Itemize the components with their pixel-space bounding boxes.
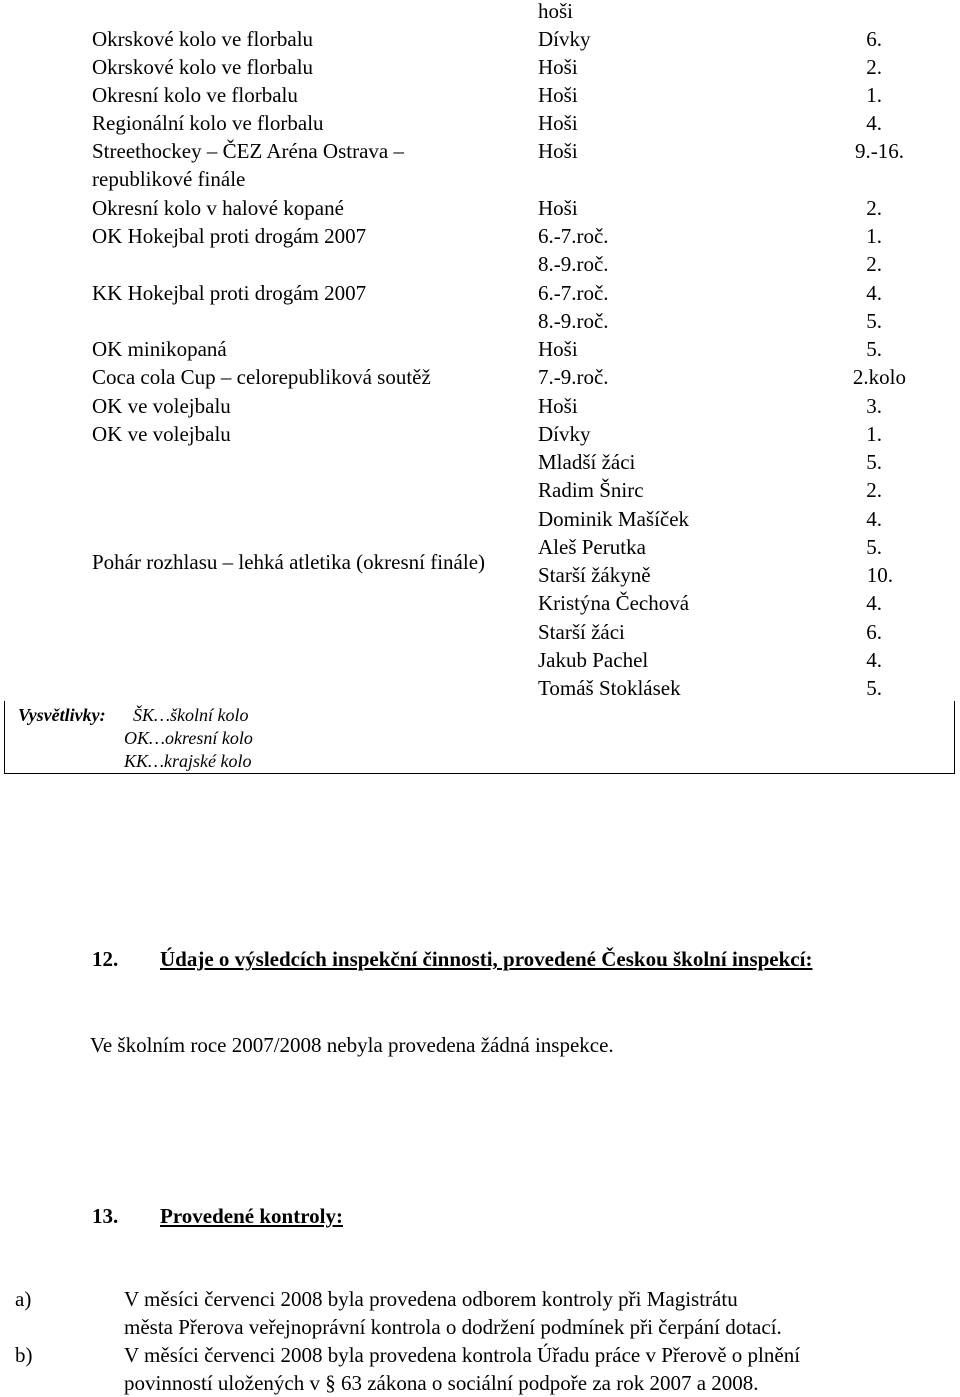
table-cell-category: 7.-9.roč.	[538, 365, 609, 389]
table-cell-place: 2.kolo	[852, 365, 906, 389]
table-cell-place: 2.	[866, 196, 882, 220]
section-title: Provedené kontroly:	[160, 1204, 343, 1228]
table-cell-place: 4.	[866, 591, 882, 615]
table-cell-place: 10.	[866, 563, 893, 587]
table-cell-category: Jakub Pachel	[538, 648, 649, 672]
table-cell-place: 9.-16.	[855, 139, 904, 163]
section-number: 13.	[92, 1204, 119, 1228]
section-title: Údaje o výsledcích inspekční činnosti, provedené Českou školní inspekcí:	[160, 947, 813, 971]
list-item-line: V měsíci červenci 2008 byla provedena odborem kontroly při Magistrátu	[124, 1287, 738, 1311]
table-cell-category: 8.-9.roč.	[538, 309, 609, 333]
table-cell-category: hoši	[538, 0, 574, 23]
table-cell-competition: republikové finále	[92, 167, 246, 191]
table-cell-place: 5.	[866, 676, 882, 700]
table-border-left	[4, 701, 5, 774]
table-cell-category: Hoši	[538, 196, 578, 220]
table-cell-place: 5.	[866, 337, 882, 361]
table-cell-category: Radim Šnirc	[538, 478, 644, 502]
table-cell-competition: OK ve volejbalu	[92, 394, 231, 418]
table-cell-category: Hoši	[538, 111, 578, 135]
legend-item: OK…okresní kolo	[124, 728, 253, 748]
list-item-line: povinností uložených v § 63 zákona o sociální podpoře za rok 2007 a 2008.	[124, 1371, 759, 1395]
table-border-right	[954, 701, 955, 774]
table-cell-category: Hoši	[538, 337, 578, 361]
table-cell-place: 3.	[866, 394, 882, 418]
table-cell-place: 5.	[866, 450, 882, 474]
table-cell-place: 4.	[866, 648, 882, 672]
table-cell-competition: Okrskové kolo ve florbalu	[92, 27, 314, 51]
table-cell-category: 6.-7.roč.	[538, 281, 609, 305]
table-cell-category: Dominik Mašíček	[538, 507, 690, 531]
table-cell-competition: Okresní kolo ve florbalu	[92, 83, 298, 107]
legend-item: ŠK…školní kolo	[133, 705, 249, 725]
table-cell-place: 1.	[866, 83, 882, 107]
legend-label: Vysvětlivky:	[18, 705, 106, 725]
table-cell-place: 4.	[866, 507, 882, 531]
table-cell-competition: OK ve volejbalu	[92, 422, 231, 446]
table-border-bottom	[4, 773, 955, 774]
table-cell-competition: Okresní kolo v halové kopané	[92, 196, 344, 220]
table-cell-competition: KK Hokejbal proti drogám 2007	[92, 281, 367, 305]
list-marker: a)	[15, 1287, 32, 1311]
section-text: Ve školním roce 2007/2008 nebyla provedena žádná inspekce.	[90, 1033, 614, 1057]
table-cell-category: Starší žáci	[538, 620, 625, 644]
table-cell-competition: OK Hokejbal proti drogám 2007	[92, 224, 367, 248]
section-title-wrap	[160, 1202, 343, 1230]
table-cell-place: 5.	[866, 535, 882, 559]
table-cell-category: Dívky	[538, 27, 591, 51]
table-cell-category: Dívky	[538, 422, 591, 446]
table-cell-place: 6.	[866, 27, 882, 51]
table-cell-category: 8.-9.roč.	[538, 252, 609, 276]
list-item-line: města Přerova veřejnoprávní kontrola o dodržení podmínek při čerpání dotací.	[124, 1315, 782, 1339]
table-cell-place: 2.	[866, 252, 882, 276]
athletics-event-name: Pohár rozhlasu – lehká atletika (okresní finále)	[92, 550, 486, 574]
table-cell-place: 1.	[866, 422, 882, 446]
table-cell-category: 6.-7.roč.	[538, 224, 609, 248]
table-cell-category: Mladší žáci	[538, 450, 636, 474]
table-cell-place: 4.	[866, 111, 882, 135]
table-cell-competition: Okrskové kolo ve florbalu	[92, 55, 314, 79]
table-cell-category: Hoši	[538, 83, 578, 107]
table-cell-category: Tomáš Stoklásek	[538, 676, 681, 700]
table-cell-category: Hoši	[538, 55, 578, 79]
table-cell-place: 1.	[866, 224, 882, 248]
table-cell-place: 4.	[866, 281, 882, 305]
table-cell-place: 2.	[866, 55, 882, 79]
list-item-line: V měsíci červenci 2008 byla provedena kontrola Úřadu práce v Přerově o plnění	[124, 1343, 801, 1367]
table-cell-category: Hoši	[538, 139, 578, 163]
table-cell-place: 2.	[866, 478, 882, 502]
table-cell-place: 6.	[866, 620, 882, 644]
table-cell-place: 5.	[866, 309, 882, 333]
list-marker: b)	[15, 1343, 33, 1367]
table-cell-competition: Streethockey – ČEZ Aréna Ostrava –	[92, 139, 404, 163]
section-title-wrap	[160, 945, 812, 973]
table-cell-category: Kristýna Čechová	[538, 591, 690, 615]
table-cell-category: Aleš Perutka	[538, 535, 646, 559]
legend-item: KK…krajské kolo	[124, 751, 252, 771]
table-cell-competition: Regionální kolo ve florbalu	[92, 111, 324, 135]
table-cell-competition: OK minikopaná	[92, 337, 227, 361]
table-cell-category: Starší žákyně	[538, 563, 651, 587]
table-cell-competition: Coca cola Cup – celorepubliková soutěž	[92, 365, 431, 389]
section-number: 12.	[92, 947, 119, 971]
table-cell-category: Hoši	[538, 394, 578, 418]
